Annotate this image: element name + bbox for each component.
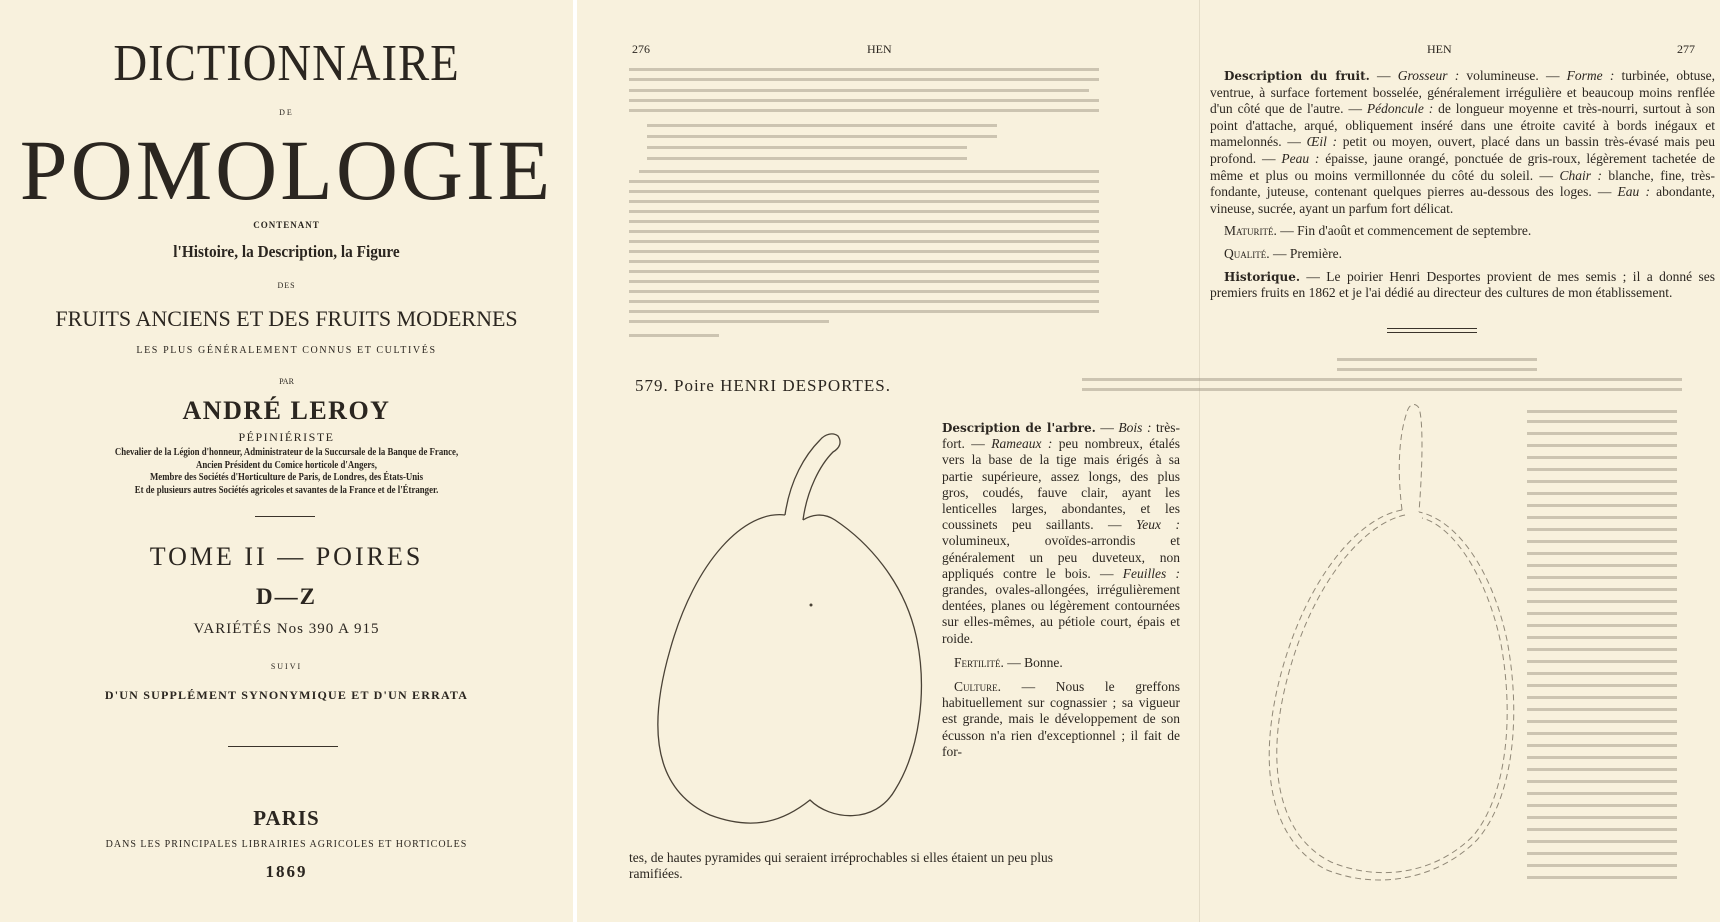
divider bbox=[255, 516, 315, 517]
publisher-city: PARIS bbox=[253, 806, 320, 830]
label-peau: Peau : bbox=[1281, 150, 1320, 166]
variety-title: 579. Poire HENRI DESPORTES. bbox=[635, 376, 891, 395]
text: blanche, fine, très-fondante, juteuse, contenant quelques pierres au-dessous des loges. — bbox=[1210, 167, 1715, 200]
fruits-line: FRUITS ANCIENS ET DES FRUITS MODERNES bbox=[55, 306, 518, 331]
label-yeux: Yeux : bbox=[1136, 517, 1181, 533]
divider bbox=[1387, 328, 1477, 329]
title-dictionnaire: DICTIONNAIRE bbox=[113, 35, 460, 92]
running-head-right: HEN bbox=[1427, 42, 1452, 56]
culture-continuation bbox=[629, 850, 1189, 882]
text: — Nous le greffons habituellement sur cognassier ; sa vigueur est grande, mais le développement de son écusson n'a rien d'exceptionnel ; il fait de for- bbox=[942, 679, 1180, 759]
varietes-line: VARIÉTÉS Nos 390 A 915 bbox=[193, 621, 380, 637]
libraries-line: DANS LES PRINCIPALES LIBRAIRIES AGRICOLES ET HORTICOLES bbox=[105, 839, 468, 850]
pear-illustration bbox=[635, 420, 930, 845]
arbre-heading: Description de l'arbre. bbox=[942, 421, 1096, 435]
label-qualite: Qualité. bbox=[1224, 245, 1270, 261]
text-line: ramifiées. bbox=[629, 866, 683, 882]
supplement-line: D'UN SUPPLÉMENT SYNONYMIQUE ET D'UN ERRATA bbox=[104, 688, 469, 702]
text: épaisse, jaune orangé, ponctuée de gris-roux, légèrement tachetée de même et plus ou moins vermillonnée du côté du soleil. — bbox=[1210, 150, 1716, 183]
fruit-description bbox=[1210, 68, 1715, 302]
label-culture: Culture. bbox=[954, 679, 1002, 695]
text: — Bonne. bbox=[1003, 654, 1063, 670]
text: de longueur moyenne et très-nourri, surtout à son point d'attache, arqué, obliquement inséré dans une étroite cavité à bords inégaux et mamelonnés. — bbox=[1210, 101, 1716, 150]
bio-line: Et de plusieurs autres Sociétés agricoles et savantes de la France et de l'Étranger. bbox=[134, 484, 439, 496]
text: — Première. bbox=[1269, 245, 1342, 261]
text: — bbox=[1095, 420, 1119, 435]
text: turbinée, obtuse, ventrue, à surface fortement bosselée, généralement irrégulière et beaucoup moins renflée d'un côté que de l'autre. — bbox=[1210, 68, 1715, 117]
page-number-right: 277 bbox=[1677, 42, 1695, 56]
suivi: SUIVI bbox=[270, 662, 303, 671]
histoire-line: l'Histoire, la Description, la Figure bbox=[173, 242, 400, 261]
label-feuilles: Feuilles : bbox=[1122, 565, 1180, 581]
label-rameaux: Rameaux : bbox=[991, 436, 1053, 452]
plus-connus-line: LES PLUS GÉNÉRALEMENT CONNUS ET CULTIVÉS bbox=[136, 345, 437, 356]
label-grosseur: Grosseur : bbox=[1397, 68, 1460, 83]
text: — bbox=[1369, 68, 1398, 83]
author-bio bbox=[34, 447, 538, 497]
gutter bbox=[1199, 0, 1200, 922]
bio-line: Membre des Sociétés d'Horticulture de Paris, de Londres, des États-Unis bbox=[149, 472, 424, 483]
divider bbox=[1387, 332, 1477, 333]
text: volumineux, ovoïdes-arrondis et généralement un peu duveteux, non appliqués contre le bois. — bbox=[942, 533, 1180, 581]
bio-line: Ancien Président du Comice horticole d'Angers, bbox=[196, 459, 377, 471]
letters-range: D—Z bbox=[256, 584, 317, 609]
tome-line: TOME II — POIRES bbox=[149, 542, 424, 571]
label-historique: Historique. bbox=[1224, 269, 1301, 284]
arbre-description bbox=[942, 420, 1180, 760]
book-spread bbox=[577, 0, 1720, 922]
label-bois: Bois : bbox=[1118, 420, 1152, 435]
des: DES bbox=[277, 281, 296, 290]
par: PAR bbox=[279, 377, 294, 386]
text: grandes, ovales-allongées, irrégulièrement dentées, planes ou légèrement contournées sur elles-mêmes, au pétiole court, épais et roide. bbox=[942, 582, 1180, 646]
title-pomologie: POMOLOGIE bbox=[19, 122, 554, 218]
label-forme: Forme : bbox=[1566, 68, 1615, 83]
text: petit ou moyen, ouvert, placé dans un bassin très-évasé mais peu profond. — bbox=[1210, 134, 1716, 166]
text: — Le poirier Henri Desportes provient de mes semis ; il a donné ses premiers fruits en 1862 et je l'ai dédié au directeur des cultures de mon établissement. bbox=[1210, 268, 1715, 301]
label-oeil: Œil : bbox=[1306, 134, 1338, 150]
contenant: CONTENANT bbox=[253, 220, 320, 230]
author-profession: PÉPINIÉRISTE bbox=[238, 430, 335, 444]
text: — Fin d'août et commencement de septembre. bbox=[1276, 223, 1532, 239]
label-eau: Eau : bbox=[1617, 184, 1650, 200]
text: très-fort. — bbox=[942, 420, 1180, 452]
author-name: ANDRÉ LEROY bbox=[182, 396, 391, 425]
text: volumineuse. — bbox=[1459, 68, 1567, 83]
label-maturite: Maturité. bbox=[1224, 223, 1277, 239]
title-de: DE bbox=[279, 108, 294, 117]
bio-line: Chevalier de la Légion d'honneur, Administrateur de la Succursale de la Banque de France, bbox=[114, 447, 459, 458]
title-page bbox=[0, 0, 573, 922]
fruit-heading: Description du fruit. bbox=[1224, 69, 1370, 83]
label-pedoncule: Pédoncule : bbox=[1366, 101, 1434, 117]
divider bbox=[228, 746, 338, 747]
running-head-left: HEN bbox=[867, 42, 892, 56]
text: peu nombreux, étalés vers la base de la tige mais érigés à sa partie supérieure, assez longs, des plus gros, coudés, fauve clair, ayant les lenticelles larges, abondantes, et les coussinets peu saillants. — bbox=[942, 436, 1180, 533]
publication-year: 1869 bbox=[265, 862, 308, 881]
text-line: tes, de hautes pyramides qui seraient irréprochables si elles étaient un peu plus bbox=[629, 850, 1053, 865]
page-number-left: 276 bbox=[632, 42, 650, 56]
pear-show-through bbox=[1237, 400, 1527, 900]
label-chair: Chair : bbox=[1559, 167, 1602, 183]
label-fertilite: Fertilité. bbox=[954, 654, 1004, 670]
text: abondante, vineuse, sucrée, ayant un parfum fort délicat. bbox=[1210, 184, 1715, 216]
